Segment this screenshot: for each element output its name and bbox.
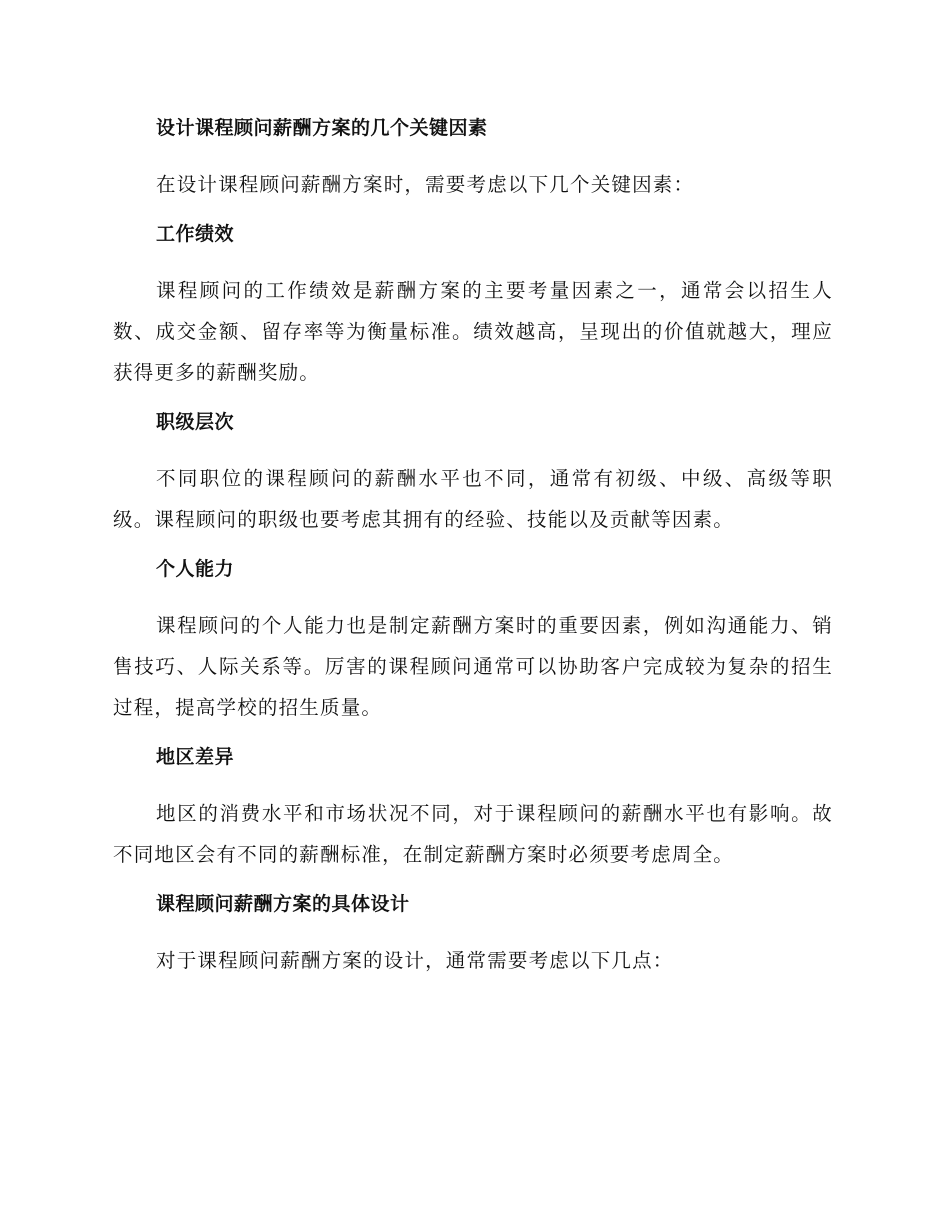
paragraph: 地区的消费水平和市场状况不同，对于课程顾问的薪酬水平也有影响。故不同地区会有不同的薪酬标准，在制定薪酬方案时必须要考虑周全。: [113, 802, 833, 866]
paragraph: 课程顾问的工作绩效是薪酬方案的主要考量因素之一，通常会以招生人数、成交金额、留存率等为衡量标准。绩效越高，呈现出的价值就越大，理应获得更多的薪酬奖励。: [113, 279, 833, 384]
paragraph: 对于课程顾问薪酬方案的设计，通常需要考虑以下几点：: [156, 949, 674, 972]
paragraph: 不同职位的课程顾问的薪酬水平也不同，通常有初级、中级、高级等职级。课程顾问的职级也要考虑其拥有的经验、技能以及贡献等因素。: [113, 467, 833, 531]
section-heading: 地区差异: [156, 746, 235, 768]
section-heading: 课程顾问薪酬方案的具体设计: [156, 893, 410, 915]
section-heading: 工作绩效: [156, 223, 235, 245]
document-page: [113, 112, 833, 994]
section-heading: 职级层次: [156, 411, 235, 433]
section-heading: 个人能力: [156, 558, 235, 580]
paragraph: 课程顾问的个人能力也是制定薪酬方案时的重要因素，例如沟通能力、销售技巧、人际关系等。厉害的课程顾问通常可以协助客户完成较为复杂的招生过程，提高学校的招生质量。: [113, 614, 833, 719]
paragraph: 在设计课程顾问薪酬方案时，需要考虑以下几个关键因素：: [156, 173, 695, 196]
section-heading: 设计课程顾问薪酬方案的几个关键因素: [156, 117, 488, 139]
